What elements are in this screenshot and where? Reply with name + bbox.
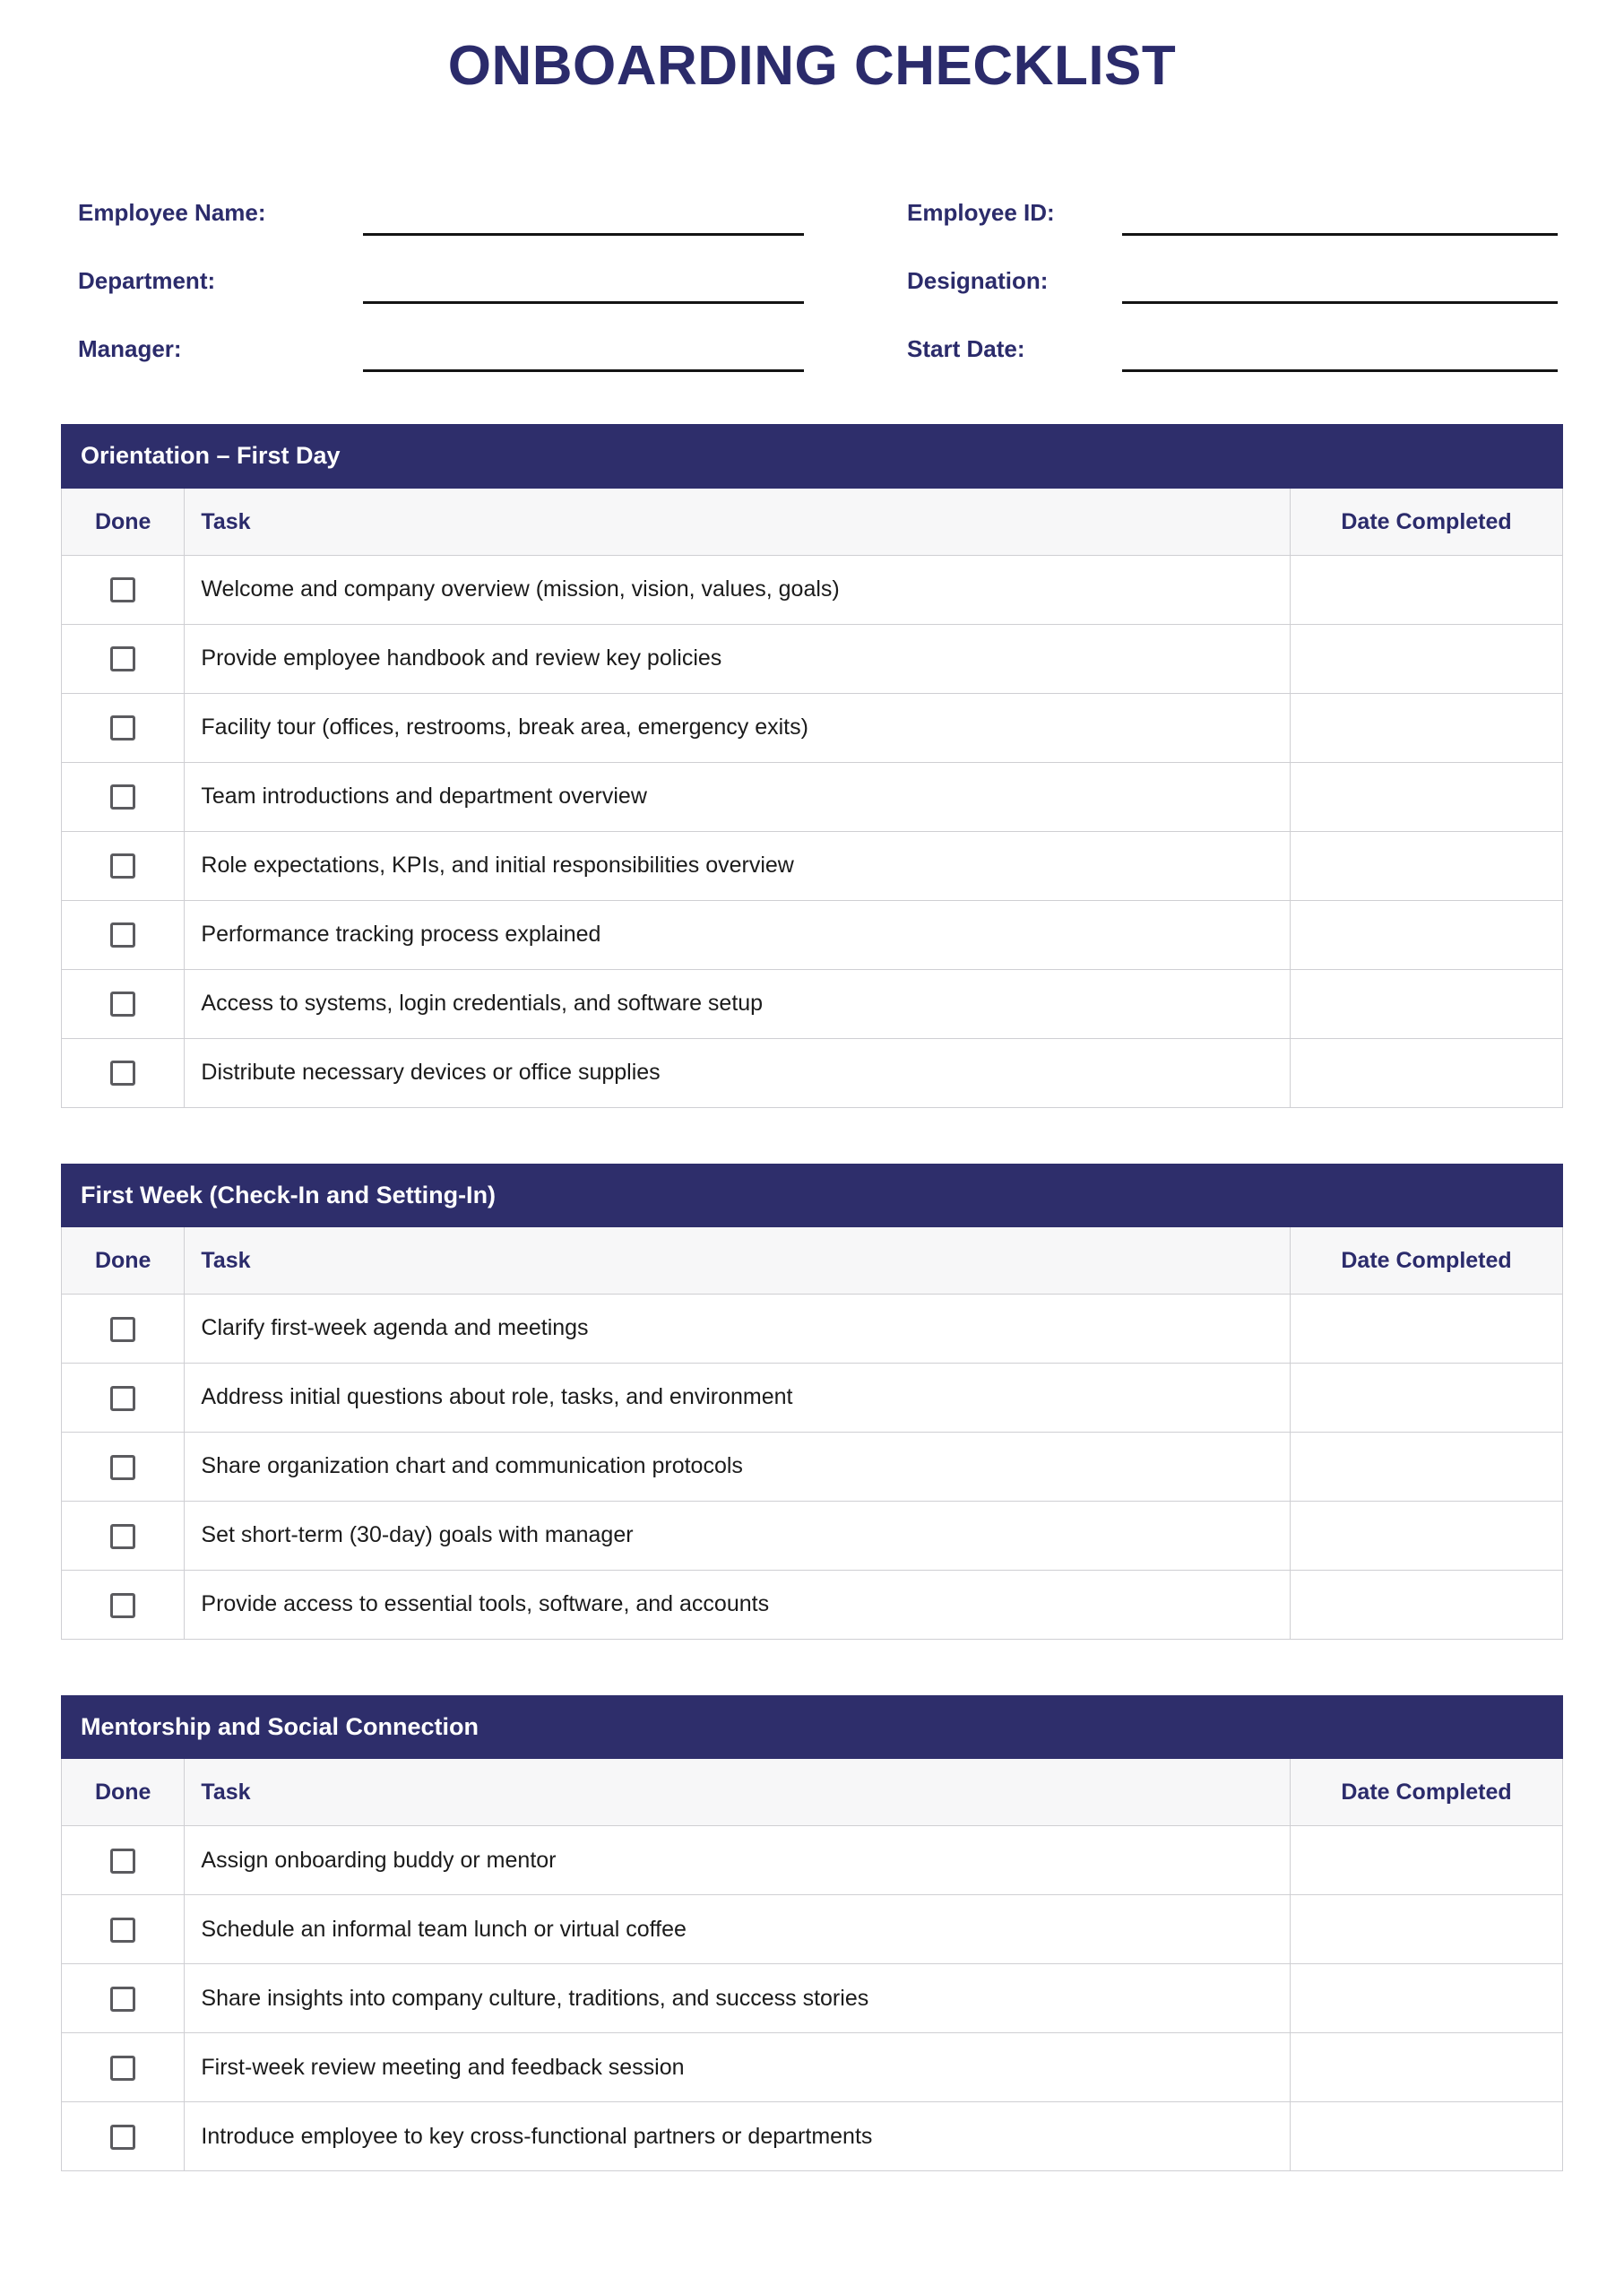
checklist-section [61, 1695, 1563, 2171]
date-completed-cell[interactable] [1291, 555, 1563, 624]
task-cell: Distribute necessary devices or office supplies [185, 1038, 1291, 1107]
checkbox-icon[interactable] [110, 646, 135, 671]
column-header-done: Done [62, 489, 185, 556]
task-cell: Team introductions and department overview [185, 762, 1291, 831]
task-cell: Share organization chart and communication protocols [185, 1433, 1291, 1502]
checkbox-icon[interactable] [110, 1524, 135, 1549]
table-row [62, 1895, 1563, 1964]
checkbox-icon[interactable] [110, 1317, 135, 1342]
table-row [62, 693, 1563, 762]
task-cell: Set short-term (30-day) goals with manager [185, 1502, 1291, 1571]
task-cell: Assign onboarding buddy or mentor [185, 1826, 1291, 1895]
date-completed-cell[interactable] [1291, 2102, 1563, 2171]
checklist-table [61, 489, 1563, 1108]
done-cell[interactable] [62, 2102, 185, 2171]
done-cell[interactable] [62, 831, 185, 900]
table-row [62, 2033, 1563, 2102]
date-completed-cell[interactable] [1291, 1038, 1563, 1107]
task-cell: Access to systems, login credentials, and software setup [185, 969, 1291, 1038]
done-cell[interactable] [62, 1433, 185, 1502]
date-completed-cell[interactable] [1291, 1826, 1563, 1895]
column-header-task: Task [185, 1759, 1291, 1826]
table-row [62, 1826, 1563, 1895]
table-row [62, 1038, 1563, 1107]
done-cell[interactable] [62, 1364, 185, 1433]
checkbox-icon[interactable] [110, 2056, 135, 2081]
employee-info-label: Department: [78, 267, 216, 295]
checkbox-icon[interactable] [110, 992, 135, 1017]
checklist-sections [61, 424, 1563, 2171]
task-cell: First-week review meeting and feedback session [185, 2033, 1291, 2102]
table-header-row [62, 489, 1563, 556]
table-row [62, 831, 1563, 900]
checkbox-icon[interactable] [110, 1061, 135, 1086]
date-completed-cell[interactable] [1291, 1433, 1563, 1502]
date-completed-cell[interactable] [1291, 1364, 1563, 1433]
task-cell: Role expectations, KPIs, and initial responsibilities overview [185, 831, 1291, 900]
done-cell[interactable] [62, 1502, 185, 1571]
column-header-date-completed: Date Completed [1291, 1759, 1563, 1826]
employee-info-label: Employee ID: [907, 199, 1055, 227]
checkbox-icon[interactable] [110, 922, 135, 948]
checkbox-icon[interactable] [110, 853, 135, 879]
employee-info-block [61, 168, 1563, 372]
date-completed-cell[interactable] [1291, 762, 1563, 831]
done-cell[interactable] [62, 2033, 185, 2102]
table-row [62, 1502, 1563, 1571]
done-cell[interactable] [62, 1964, 185, 2033]
employee-info-input-line[interactable] [363, 368, 804, 372]
column-header-task: Task [185, 489, 1291, 556]
date-completed-cell[interactable] [1291, 693, 1563, 762]
section-header: First Week (Check-In and Setting-In) [61, 1164, 1563, 1227]
table-row [62, 2102, 1563, 2171]
checkbox-icon[interactable] [110, 1849, 135, 1874]
employee-info-row [907, 168, 1558, 236]
section-header: Mentorship and Social Connection [61, 1695, 1563, 1759]
table-row [62, 1295, 1563, 1364]
table-row [62, 1964, 1563, 2033]
done-cell[interactable] [62, 900, 185, 969]
date-completed-cell[interactable] [1291, 2033, 1563, 2102]
checkbox-icon[interactable] [110, 1593, 135, 1618]
table-row [62, 762, 1563, 831]
checkbox-icon[interactable] [110, 1918, 135, 1943]
date-completed-cell[interactable] [1291, 1571, 1563, 1640]
date-completed-cell[interactable] [1291, 1964, 1563, 2033]
column-header-done: Done [62, 1759, 185, 1826]
checklist-table [61, 1759, 1563, 2171]
checkbox-icon[interactable] [110, 1987, 135, 2012]
checkbox-icon[interactable] [110, 577, 135, 602]
done-cell[interactable] [62, 624, 185, 693]
date-completed-cell[interactable] [1291, 1295, 1563, 1364]
table-row [62, 900, 1563, 969]
employee-info-right-column [907, 168, 1558, 372]
table-header-row [62, 1227, 1563, 1295]
done-cell[interactable] [62, 1295, 185, 1364]
table-row [62, 1433, 1563, 1502]
done-cell[interactable] [62, 762, 185, 831]
task-cell: Schedule an informal team lunch or virtual coffee [185, 1895, 1291, 1964]
employee-info-row [78, 304, 907, 372]
employee-info-label: Employee Name: [78, 199, 266, 227]
employee-info-row [78, 168, 907, 236]
done-cell[interactable] [62, 1571, 185, 1640]
date-completed-cell[interactable] [1291, 831, 1563, 900]
task-cell: Provide access to essential tools, software, and accounts [185, 1571, 1291, 1640]
table-row [62, 1364, 1563, 1433]
done-cell[interactable] [62, 1895, 185, 1964]
checklist-section [61, 1164, 1563, 1640]
task-cell: Clarify first-week agenda and meetings [185, 1295, 1291, 1364]
employee-info-label: Manager: [78, 335, 182, 363]
done-cell[interactable] [62, 555, 185, 624]
checkbox-icon[interactable] [110, 1455, 135, 1480]
task-cell: Provide employee handbook and review key policies [185, 624, 1291, 693]
table-row [62, 624, 1563, 693]
done-cell[interactable] [62, 1826, 185, 1895]
task-cell: Facility tour (offices, restrooms, break area, emergency exits) [185, 693, 1291, 762]
employee-info-left-column [78, 168, 907, 372]
column-header-date-completed: Date Completed [1291, 1227, 1563, 1295]
column-header-done: Done [62, 1227, 185, 1295]
checkbox-icon[interactable] [110, 2125, 135, 2150]
checkbox-icon[interactable] [110, 715, 135, 740]
date-completed-cell[interactable] [1291, 624, 1563, 693]
table-row [62, 969, 1563, 1038]
table-header-row [62, 1759, 1563, 1826]
employee-info-row [907, 236, 1558, 304]
date-completed-cell[interactable] [1291, 1895, 1563, 1964]
done-cell[interactable] [62, 969, 185, 1038]
table-row [62, 555, 1563, 624]
section-header: Orientation – First Day [61, 424, 1563, 488]
checkbox-icon[interactable] [110, 784, 135, 810]
task-cell: Share insights into company culture, traditions, and success stories [185, 1964, 1291, 2033]
task-cell: Introduce employee to key cross-functional partners or departments [185, 2102, 1291, 2171]
done-cell[interactable] [62, 1038, 185, 1107]
employee-info-row [78, 236, 907, 304]
date-completed-cell[interactable] [1291, 969, 1563, 1038]
checkbox-icon[interactable] [110, 1386, 135, 1411]
task-cell: Performance tracking process explained [185, 900, 1291, 969]
employee-info-row [907, 304, 1558, 372]
task-cell: Welcome and company overview (mission, vision, values, goals) [185, 555, 1291, 624]
checklist-table [61, 1227, 1563, 1640]
date-completed-cell[interactable] [1291, 1502, 1563, 1571]
employee-info-label: Start Date: [907, 335, 1025, 363]
task-cell: Address initial questions about role, tasks, and environment [185, 1364, 1291, 1433]
column-header-date-completed: Date Completed [1291, 489, 1563, 556]
employee-info-input-line[interactable] [1122, 368, 1558, 372]
employee-info-label: Designation: [907, 267, 1049, 295]
date-completed-cell[interactable] [1291, 900, 1563, 969]
done-cell[interactable] [62, 693, 185, 762]
page-title: ONBOARDING CHECKLIST [447, 35, 1177, 97]
column-header-task: Task [185, 1227, 1291, 1295]
table-row [62, 1571, 1563, 1640]
checklist-section [61, 424, 1563, 1107]
